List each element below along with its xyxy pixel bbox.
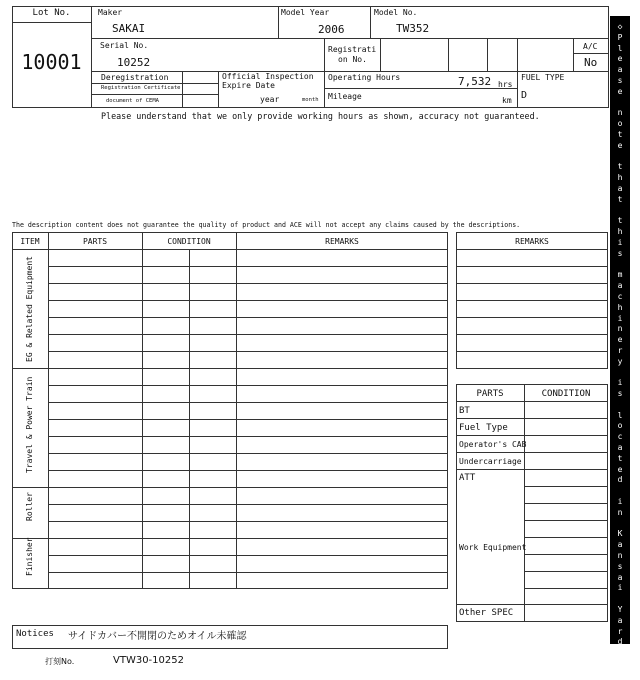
model-no-value: TW352 xyxy=(396,22,430,35)
col-parts-header: PARTS xyxy=(82,237,108,246)
maker-label: Maker xyxy=(98,8,123,17)
banner-char: l xyxy=(617,410,623,420)
table-row-line xyxy=(456,401,608,402)
month-label: month xyxy=(302,97,319,103)
stamp-value: VTW30-10252 xyxy=(113,655,184,666)
banner-char: a xyxy=(617,572,623,582)
banner-char: s xyxy=(617,561,623,571)
banner-char: e xyxy=(617,140,623,150)
banner-char: h xyxy=(617,173,623,183)
right-remarks-header: REMARKS xyxy=(515,237,549,246)
banner-char: t xyxy=(617,194,623,204)
model-no-label: Model No. xyxy=(374,8,418,17)
hrs-label: hrs xyxy=(498,80,513,89)
banner-char: r xyxy=(617,626,623,636)
banner-char xyxy=(610,152,630,163)
table-row-line xyxy=(48,436,448,437)
parts-operators-cab: Operator's CAB xyxy=(459,440,527,449)
table-row-line xyxy=(48,470,448,471)
table-row-line xyxy=(456,300,608,301)
banner-char: h xyxy=(617,227,623,237)
ac-value: No xyxy=(584,56,598,69)
table-row-line xyxy=(524,554,608,555)
banner-char: c xyxy=(617,291,623,301)
table-row-line xyxy=(48,266,448,267)
table-row-line xyxy=(456,249,608,250)
table-row-line xyxy=(48,402,448,403)
table-row-line xyxy=(524,571,608,572)
table-row-line xyxy=(48,555,448,556)
lot-no-cell xyxy=(12,6,92,108)
section-roller: Roller xyxy=(25,492,34,521)
banner-char: e xyxy=(617,335,623,345)
table-row-line xyxy=(456,435,608,436)
banner-char: a xyxy=(617,540,623,550)
table-row-line xyxy=(456,266,608,267)
inspection-label-1: Official Inspection xyxy=(222,72,314,81)
table-row-line xyxy=(456,418,608,419)
right-condition-header: CONDITION xyxy=(541,389,591,399)
table-row-line xyxy=(48,419,448,420)
banner-char: r xyxy=(617,345,623,355)
left-table xyxy=(12,232,448,589)
banner-char: n xyxy=(617,551,623,561)
table-row-line xyxy=(456,351,608,352)
table-row-line xyxy=(48,283,448,284)
table-row-line xyxy=(48,334,448,335)
banner-char: Y xyxy=(617,605,623,615)
table-row-line xyxy=(456,469,608,470)
year-label: year xyxy=(260,95,280,104)
section-travel: Travel & Power Train xyxy=(25,376,34,473)
banner-char: e xyxy=(617,86,623,96)
banner-char xyxy=(610,260,630,271)
col-remarks-header: REMARKS xyxy=(325,237,359,246)
model-year-label: Model Year xyxy=(281,8,330,17)
banner-char: i xyxy=(617,497,623,507)
banner-char: a xyxy=(617,281,623,291)
model-year-value: 2006 xyxy=(318,23,345,36)
banner-char: a xyxy=(617,65,623,75)
table-row-line xyxy=(48,385,448,386)
banner-char: t xyxy=(617,162,623,172)
banner-char: s xyxy=(617,389,623,399)
banner-char xyxy=(610,206,630,217)
notices-text: サイドカバー不開閉のためオイル未確認 xyxy=(68,631,247,642)
ac-label: A/C xyxy=(583,42,598,51)
banner-char: i xyxy=(617,378,623,388)
banner-char: o xyxy=(617,421,623,431)
col-item-header: ITEM xyxy=(20,237,40,246)
table-row-line xyxy=(48,572,448,573)
disclaimer: The description content does not guarantee the quality of product and ACE will not accept any claims caused by the descriptions. xyxy=(12,221,521,229)
side-banner xyxy=(610,16,630,658)
notices-label: Notices xyxy=(16,629,54,639)
table-row-line xyxy=(524,588,608,589)
table-row-line xyxy=(48,453,448,454)
parts-undercarriage: Undercarriage xyxy=(459,457,522,466)
lot-no-value: 10001 xyxy=(21,50,82,74)
section-eg: EG & Related Equipment xyxy=(25,256,34,362)
deregistration-label: Deregistration xyxy=(101,73,169,82)
serial-no-value: 10252 xyxy=(117,56,151,69)
right-parts-header: PARTS xyxy=(476,389,504,399)
document-cema-label: document of CEMA xyxy=(106,98,159,104)
inspection-label-2: Expire Date xyxy=(222,81,275,90)
banner-char xyxy=(610,519,630,530)
banner-char: o xyxy=(617,119,623,129)
banner-char xyxy=(610,368,630,379)
table-row-line xyxy=(456,604,608,605)
serial-no-label: Serial No. xyxy=(100,41,149,50)
banner-char: c xyxy=(617,432,623,442)
registration-label-1: Registrati xyxy=(328,45,377,54)
banner-char xyxy=(610,98,630,109)
table-row-line xyxy=(524,520,608,521)
km-label: km xyxy=(502,96,512,105)
banner-char: e xyxy=(617,54,623,64)
banner-char: K xyxy=(617,529,623,539)
banner-char: e xyxy=(617,464,623,474)
banner-char: t xyxy=(617,453,623,463)
table-row-line xyxy=(456,283,608,284)
section-finisher: Finisher xyxy=(25,537,34,576)
banner-char: a xyxy=(617,443,623,453)
banner-char: t xyxy=(617,216,623,226)
registration-label-2: on No. xyxy=(338,55,367,64)
table-row-line xyxy=(524,503,608,504)
parts-fuel-type: Fuel Type xyxy=(459,423,508,433)
banner-char: ◇ xyxy=(617,22,623,31)
banner-char: d xyxy=(617,475,623,485)
banner-char: a xyxy=(617,183,623,193)
table-row-line xyxy=(456,317,608,318)
operating-hours-value: 7,532 xyxy=(458,75,492,88)
banner-char: m xyxy=(617,270,623,280)
fuel-type-value: D xyxy=(521,90,528,101)
table-row-line xyxy=(48,504,448,505)
parts-other-spec: Other SPEC xyxy=(459,608,514,618)
hours-notice: Please understand that we only provide working hours as shown, accuracy not guaranteed. xyxy=(101,111,540,121)
lot-no-label: Lot No. xyxy=(32,8,71,18)
operating-hours-label: Operating Hours xyxy=(328,73,401,82)
mileage-label: Mileage xyxy=(328,92,362,101)
banner-char: i xyxy=(617,237,623,247)
banner-char: l xyxy=(617,43,623,53)
banner-char: n xyxy=(617,324,623,334)
section-divider xyxy=(12,538,448,539)
table-row-line xyxy=(524,486,608,487)
banner-char: n xyxy=(617,108,623,118)
banner-char: P xyxy=(617,32,623,42)
table-row-line xyxy=(456,334,608,335)
banner-char: t xyxy=(617,129,623,139)
registration-certificate-label: Registration Certificate xyxy=(101,85,181,91)
table-row-line xyxy=(456,452,608,453)
banner-char: h xyxy=(617,302,623,312)
table-row-line xyxy=(48,317,448,318)
parts-att: ATT xyxy=(459,473,476,483)
stamp-label: 打刻No. xyxy=(45,657,75,666)
section-divider xyxy=(12,368,448,369)
banner-char: s xyxy=(617,75,623,85)
banner-char: d xyxy=(617,637,623,647)
table-row-line xyxy=(524,537,608,538)
banner-char: s xyxy=(617,248,623,258)
fuel-type-label: FUEL TYPE xyxy=(521,73,565,82)
banner-char: i xyxy=(617,583,623,593)
parts-bt: BT xyxy=(459,406,470,416)
table-row-line xyxy=(48,521,448,522)
maker-value: SAKAI xyxy=(112,22,146,35)
banner-char xyxy=(610,486,630,497)
banner-char xyxy=(610,400,630,411)
parts-work-equipment: Work Equipment xyxy=(459,543,527,552)
header-block xyxy=(12,6,609,108)
table-row-line xyxy=(48,351,448,352)
banner-char: y xyxy=(617,356,623,366)
banner-char: n xyxy=(617,507,623,517)
col-condition-header: CONDITION xyxy=(167,237,211,246)
banner-char: ◇ xyxy=(617,648,623,658)
table-row-line xyxy=(48,300,448,301)
banner-char: a xyxy=(617,615,623,625)
section-divider xyxy=(12,487,448,488)
banner-char xyxy=(610,594,630,605)
banner-char: i xyxy=(617,313,623,323)
